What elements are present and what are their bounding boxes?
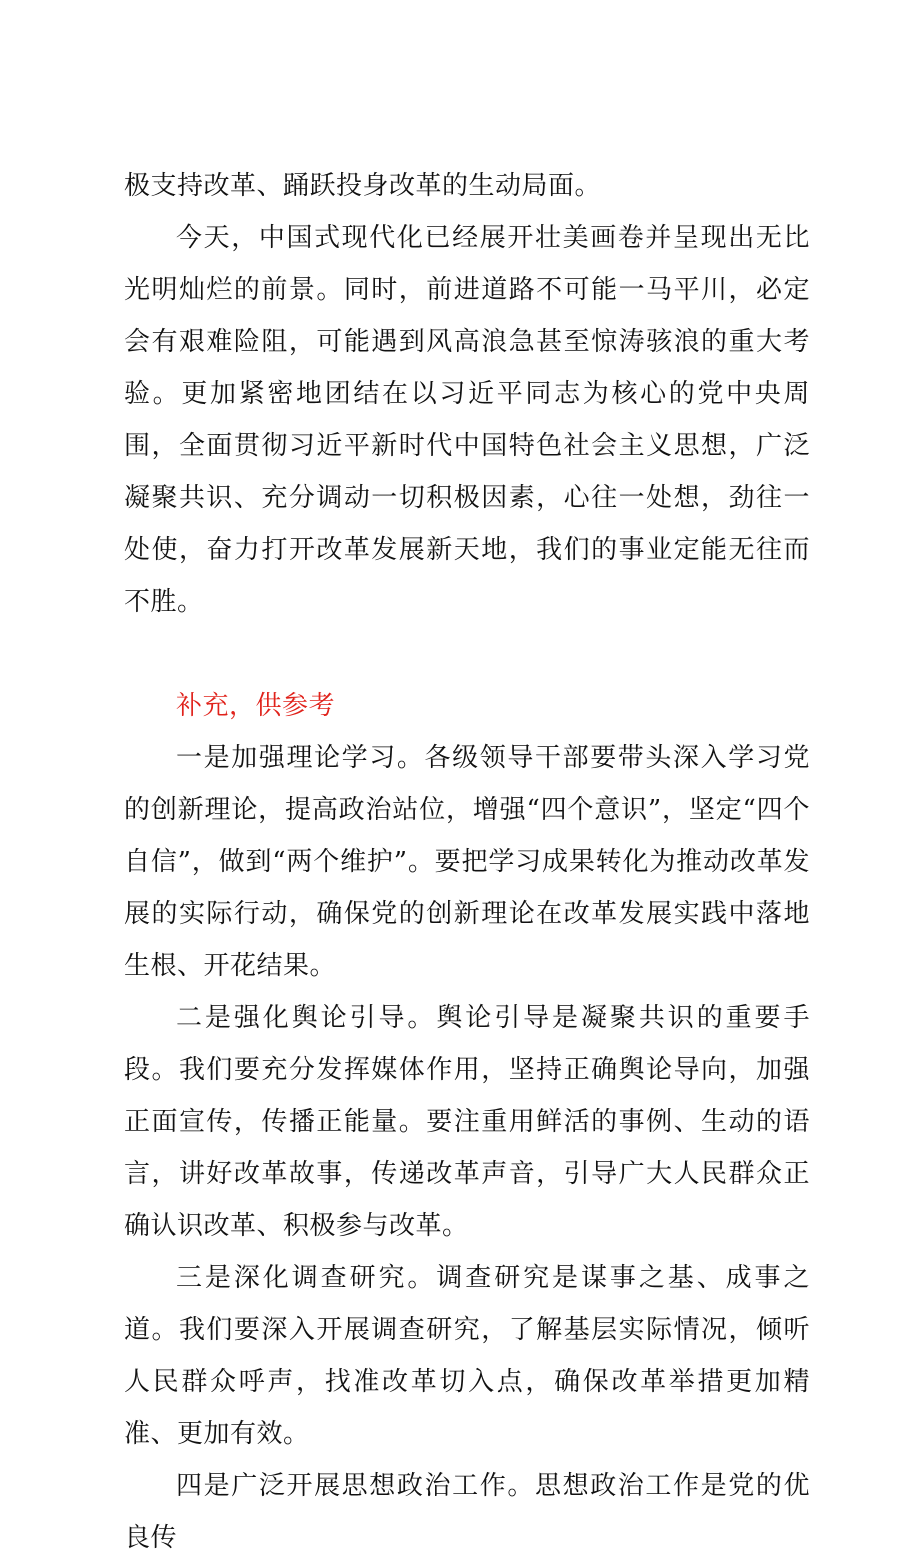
body-paragraph-5: 四是广泛开展思想政治工作。思想政治工作是党的优良传 xyxy=(124,1471,810,1553)
body-paragraph-4: 三是深化调查研究。调查研究是谋事之基、成事之道。我们要深入开展调查研究，了解基层实际情况，倾听人民群众呼声，找准改革切入点，确保改革举措更加精准、更加有效。 xyxy=(124,1263,810,1449)
body-paragraph-2: 一是加强理论学习。各级领导干部要带头深入学习党的创新理论，提高政治站位，增强“四个意识”，坚定“四个自信”，做到“两个维护”。要把学习成果转化为推动改革发展的实际行动，确保党的创新理论在改革发展实践中落地生根、开花结果。 xyxy=(124,743,810,981)
document-body xyxy=(124,160,810,1564)
supplement-heading: 补充，供参考 xyxy=(176,691,336,721)
body-paragraph-3: 二是强化舆论引导。舆论引导是凝聚共识的重要手段。我们要充分发挥媒体作用，坚持正确舆论导向，加强正面宣传，传播正能量。要注重用鲜活的事例、生动的语言，讲好改革故事，传递改革声音，引导广大人民群众正确认识改革、积极参与改革。 xyxy=(124,1003,810,1241)
paragraph-gap xyxy=(124,628,810,680)
continuation-paragraph: 极支持改革、踊跃投身改革的生动局面。 xyxy=(124,171,602,201)
body-paragraph-1: 今天，中国式现代化已经展开壮美画卷并呈现出无比光明灿烂的前景。同时，前进道路不可能一马平川，必定会有艰难险阻，可能遇到风高浪急甚至惊涛骇浪的重大考验。更加紧密地团结在以习近平同志为核心的党中央周围，全面贯彻习近平新时代中国特色社会主义思想，广泛凝聚共识、充分调动一切积极因素，心往一处想，劲往一处使，奋力打开改革发展新天地，我们的事业定能无往而不胜。 xyxy=(124,223,810,617)
